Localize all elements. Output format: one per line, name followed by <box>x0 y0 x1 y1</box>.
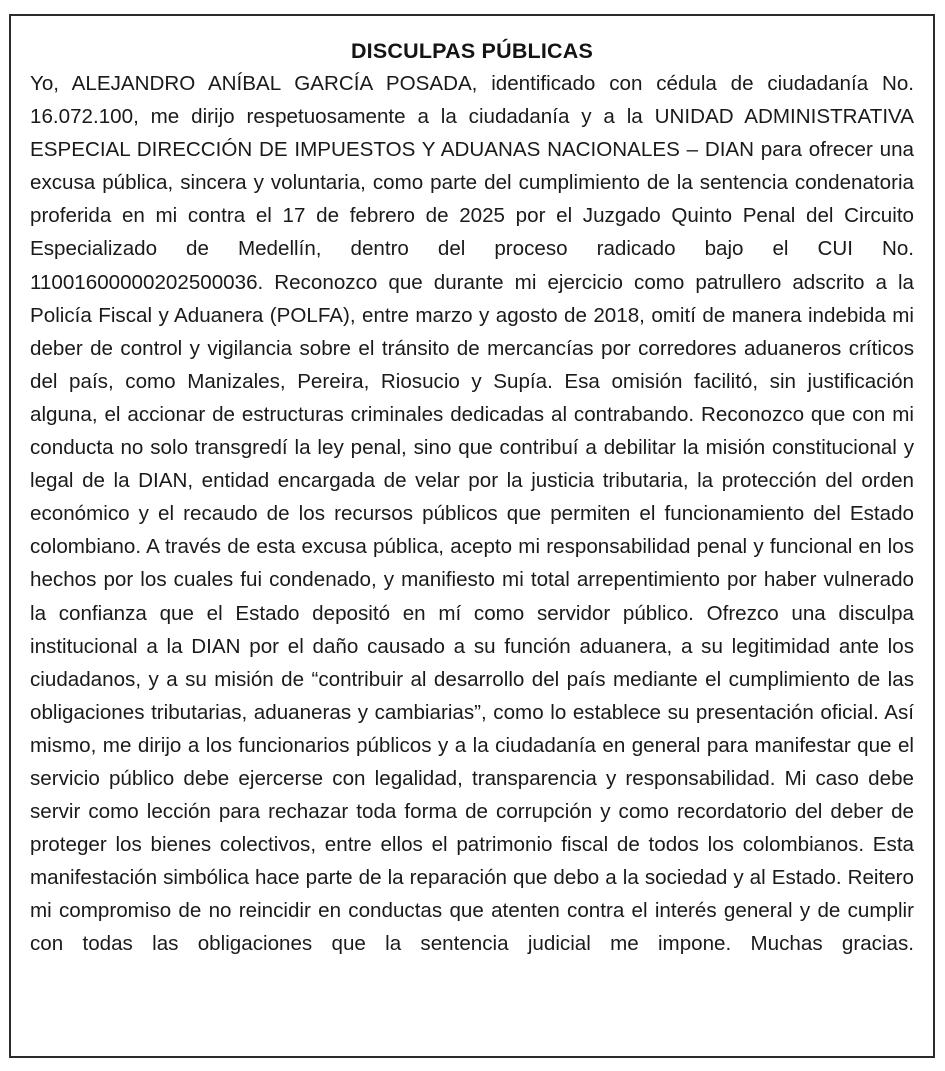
notice-content <box>11 16 933 994</box>
page-title: DISCULPAS PÚBLICAS <box>350 39 594 63</box>
apology-body-text: Yo, ALEJANDRO ANÍBAL GARCÍA POSADA, identificado con cédula de ciudadanía No. 16.072.100, me dirijo respetuosamente a la ciudadanía y a la UNIDAD ADMINISTRATIVA ESPECIAL DIRECCIÓN DE IMPUESTOS Y ADUANAS NACIONALES – DIAN para ofrecer una excusa pública, sincera y voluntaria, como parte del cumplimiento de la sentencia condenatoria proferida en mi contra el 17 de febrero de 2025 por el Juzgado Quinto Penal del Circuito Especializado de Medellín, dentro del proceso radicado bajo el CUI No. 11001600000202500036. Reconozco que durante mi ejercicio como patrullero adscrito a la Policía Fiscal y Aduanera (POLFA), entre marzo y agosto de 2018, omití de manera indebida mi deber de control y vigilancia sobre el tránsito de mercancías por corredores aduaneros críticos del país, como Manizales, Pereira, Riosucio y Supía. Esa omisión facilitó, sin justificación alguna, el accionar de estructuras criminales dedicadas al contrabando. Reconozco que con mi conducta no solo transgredí la ley penal, sino que contribuí a debilitar la misión constitucional y legal de la DIAN, entidad encargada de velar por la justicia tributaria, la protección del orden económico y el recaudo de los recursos públicos que permiten el funcionamiento del Estado colombiano. A través de esta excusa pública, acepto mi responsabilidad penal y funcional en los hechos por los cuales fui condenado, y manifiesto mi total arrepentimiento por haber vulnerado la confianza que el Estado depositó en mí como servidor público. Ofrezco una disculpa institucional a la DIAN por el daño causado a su función aduanera, a su legitimidad ante los ciudadanos, y a su misión de “contribuir al desarrollo del país mediante el cumplimiento de las obligaciones tributarias, aduaneras y cambiarias”, como lo establece su presentación oficial. Así mismo, me dirijo a los funcionarios públicos y a la ciudadanía en general para manifestar que el servicio público debe ejercerse con legalidad, transparencia y responsabilidad. Mi caso debe servir como lección para rechazar toda forma de corrupción y como recordatorio del deber de proteger los bienes colectivos, entre ellos el patrimonio fiscal de todos los colombianos. Esta manifestación simbólica hace parte de la reparación que debo a la sociedad y al Estado. Reitero mi compromiso de no reincidir en conductas que atenten contra el interés general y de cumplir con todas las obligaciones que la sentencia judicial me impone. Muchas gracias. <box>30 72 914 956</box>
public-apology-notice-box <box>9 14 935 1058</box>
